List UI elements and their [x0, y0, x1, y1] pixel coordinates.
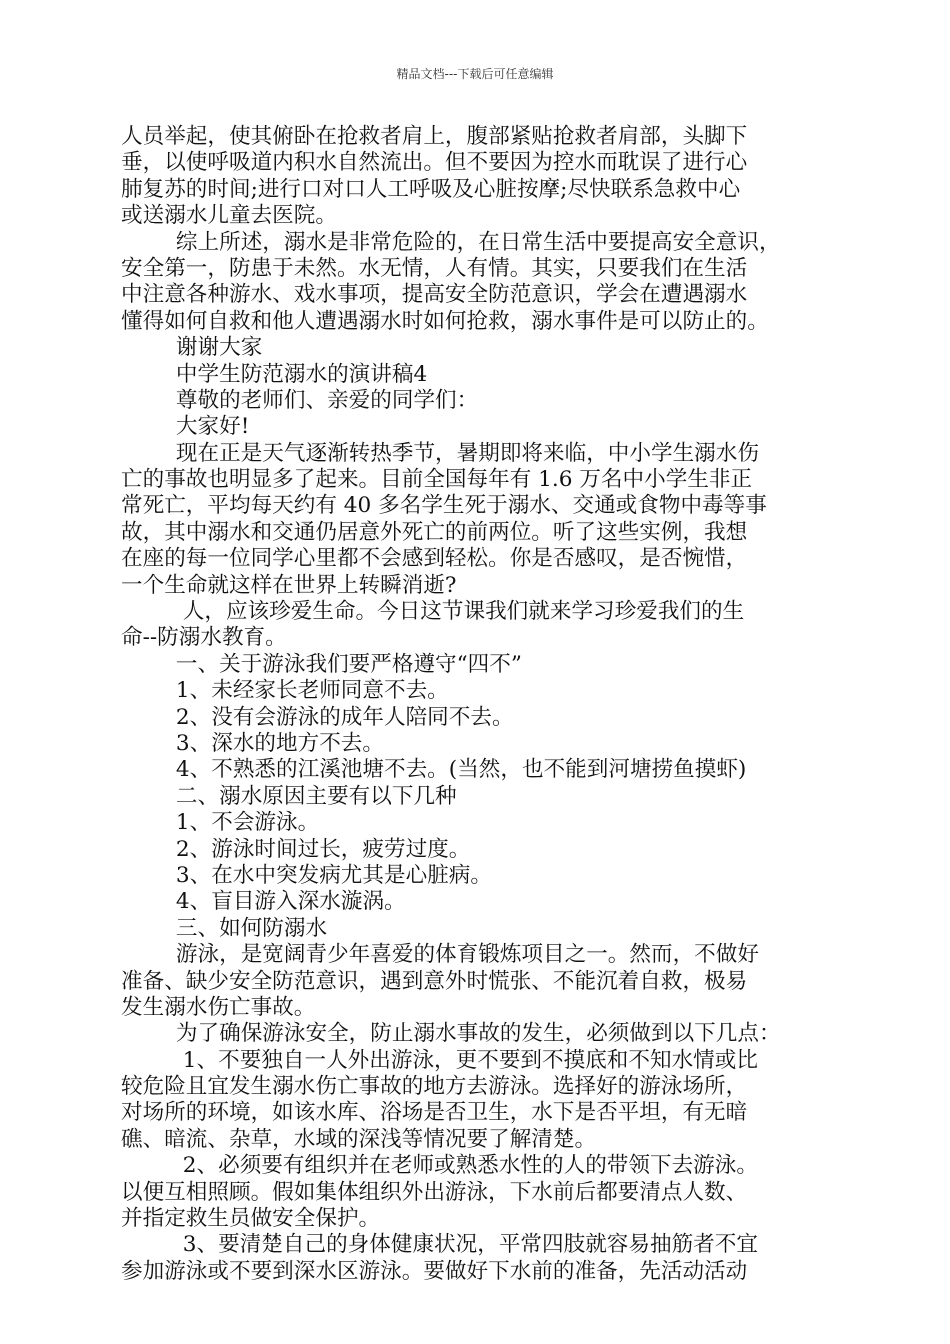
text-line: 安全第一，防患于未然。水无情，人有情。其实，只要我们在生活: [121, 255, 748, 281]
text-line: 人，应该珍爱生命。今日这节课我们就来学习珍爱我们的生: [121, 599, 745, 625]
text-line: 3、深水的地方不去。: [121, 730, 384, 756]
text-line: 2、没有会游泳的成年人陪同不去。: [121, 704, 514, 730]
page-header: 精品文档---下载后可任意编辑: [396, 67, 554, 81]
text-line: 4、不熟悉的江溪池塘不去。(当然，也不能到河塘捞鱼摸虾): [121, 757, 747, 783]
text-line: 4、盲目游入深水漩涡。: [121, 889, 406, 915]
text-line: 1、不要独自一人外出游泳，更不要到不摸底和不知水情或比: [121, 1047, 758, 1073]
text-line: 2、必须要有组织并在老师或熟悉水性的人的带领下去游泳。: [121, 1153, 758, 1179]
text-line: 1、未经家长老师同意不去。: [121, 678, 449, 704]
text-line: 三、如何防溺水: [121, 915, 328, 941]
text-line: 人员举起，使其俯卧在抢救者肩上，腹部紧贴抢救者肩部，头脚下: [121, 124, 748, 149]
text-line: 并指定救生员做安全保护。: [121, 1206, 381, 1232]
text-line: 常死亡，平均每天约有 40 多名学生死于溺水、交通或食物中毒等事: [121, 493, 767, 519]
text-line: 游泳，是宽阔青少年喜爱的体育锻炼项目之一。然而，不做好: [121, 942, 759, 968]
document-body: [121, 124, 829, 1285]
text-line: 二、溺水原因主要有以下几种: [121, 783, 457, 809]
text-line: 或送溺水儿童去医院。: [121, 203, 337, 229]
text-line: 3、要清楚自己的身体健康状况，平常四肢就容易抽筋者不宜: [121, 1232, 758, 1258]
text-line: 尊敬的老师们、亲爱的同学们：: [121, 387, 479, 413]
text-line: 谢谢大家: [121, 335, 263, 361]
text-line: 中注意各种游水、戏水事项，提高安全防范意识，学会在遭遇溺水: [121, 282, 748, 308]
text-line: 在座的每一位同学心里都不会感到轻松。你是否感叹，是否惋惜，: [121, 546, 748, 572]
text-line: 大家好!: [121, 414, 250, 440]
text-line: 现在正是天气逐渐转热季节，暑期即将来临，中小学生溺水伤: [121, 440, 759, 466]
text-line: 1、不会游泳。: [121, 810, 320, 836]
text-line: 综上所述，溺水是非常危险的，在日常生活中要提高安全意识，: [121, 229, 781, 255]
text-line: 垂，以使呼吸道内积水自然流出。但不要因为控水而耽误了进行心: [121, 150, 748, 176]
text-line: 准备、缺少安全防范意识，遇到意外时慌张、不能沉着自救，极易: [121, 968, 748, 994]
text-line: 礁、暗流、杂草，水域的深浅等情况要了解清楚。: [121, 1126, 597, 1152]
text-line: 对场所的环境，如该水库、浴场是否卫生，水下是否平坦，有无暗: [121, 1100, 748, 1126]
text-line: 一个生命就这样在世界上转瞬消逝?: [121, 572, 457, 598]
text-line: 2、游泳时间过长，疲劳过度。: [121, 836, 471, 862]
text-line: 一、关于游泳我们要严格遵守“四不”: [121, 651, 522, 677]
text-line: 较危险且宜发生溺水伤亡事故的地方去游泳。选择好的游泳场所，: [121, 1074, 748, 1100]
text-line: 懂得如何自救和他人遭遇溺水时如何抢救，溺水事件是可以防止的。: [121, 308, 769, 334]
text-line: 故，其中溺水和交通仍居意外死亡的前两位。听了这些实例，我想: [121, 519, 748, 545]
text-line: 为了确保游泳安全，防止溺水事故的发生，必须做到以下几点：: [121, 1021, 781, 1047]
text-line: 中学生防范溺水的演讲稿4: [121, 361, 428, 387]
text-line: 亡的事故也明显多了起来。目前全国每年有 1.6 万名中小学生非正: [121, 467, 753, 493]
text-line: 命--防溺水教育。: [121, 625, 287, 651]
text-line: 3、在水中突发病尤其是心脏病。: [121, 862, 492, 888]
text-line: 参加游泳或不要到深水区游泳。要做好下水前的准备，先活动活动: [121, 1258, 748, 1284]
text-line: 肺复苏的时间;进行口对口人工呼吸及心脏按摩;尽快联系急救中心: [121, 176, 741, 202]
text-line: 发生溺水伤亡事故。: [121, 994, 316, 1020]
text-line: 以便互相照顾。假如集体组织外出游泳，下水前后都要清点人数、: [121, 1179, 748, 1205]
